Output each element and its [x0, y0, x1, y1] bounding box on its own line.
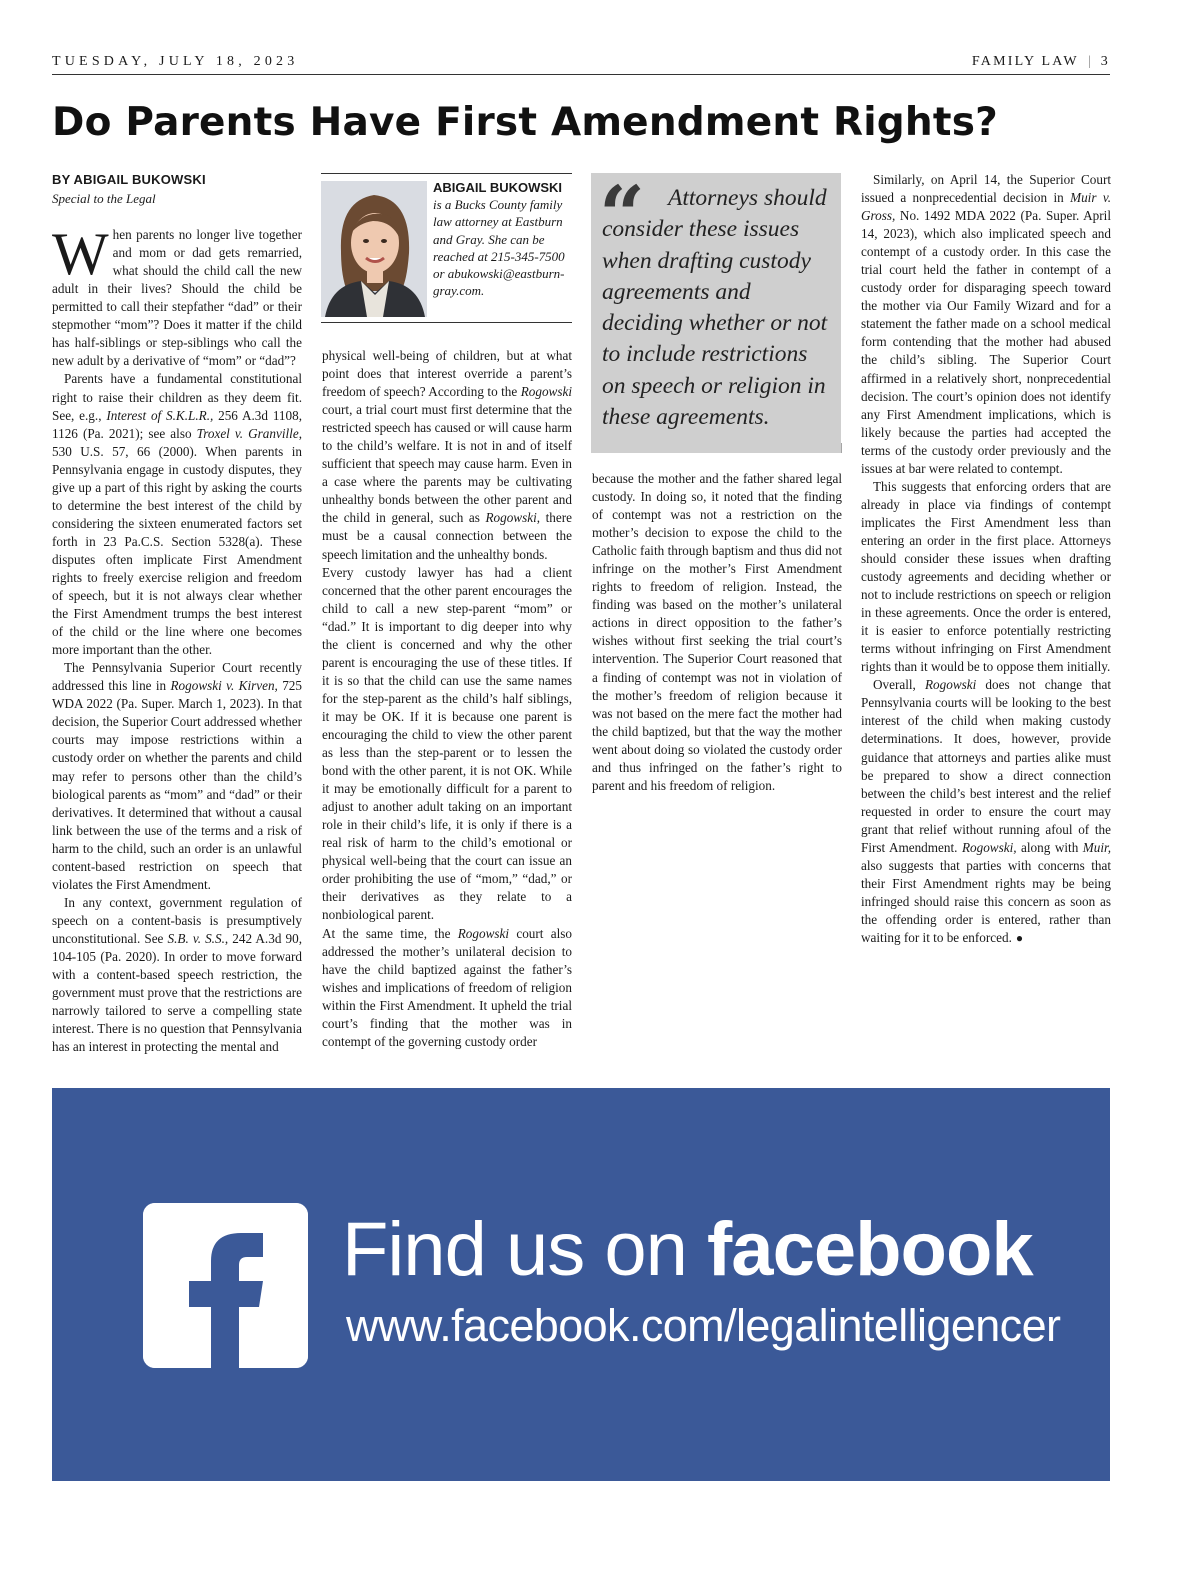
paragraph-text: to — [688, 525, 706, 541]
paragraph-text: The Pennsylvania Superior Court recently addressed this line in — [52, 660, 302, 694]
drop-cap: W — [52, 221, 109, 288]
case-citation: Rogowski, — [961, 839, 1017, 855]
paragraph-text: At the same time, the — [322, 925, 458, 941]
case-citation: Muir, — [1082, 839, 1111, 855]
paragraph-text: Similarly, on April 14, the Superior Court issued a nonprecedential decision in — [861, 172, 1111, 206]
paragraph-text: because — [778, 687, 828, 703]
paragraph-text: Court — [732, 651, 768, 667]
facebook-url-link[interactable]: www.facebook.com/legalintelligencer — [346, 1300, 1061, 1351]
paragraph-text: Parents have a fundamental constitutional right to raise their children as they deem fit. See, e.g., — [52, 371, 302, 423]
paragraph-text: so, — [686, 489, 707, 505]
facebook-f-icon[interactable] — [143, 1203, 308, 1368]
author-portrait-image — [321, 181, 427, 317]
byline-subtitle: Special to the Legal — [52, 191, 156, 207]
paragraph-text: to — [823, 759, 842, 775]
quote-mark-icon: “ — [599, 168, 646, 262]
paragraph-text: does not change that Pennsylvania courts will be looking to the best interest of the child when making custody determinations. It does, however, provide guidance that attorneys and parties alike must be prepared to show a direct connection between the child’s best interest and the relief requested in order to ensure the court may grant that relief without running afoul of the First Amendment. — [861, 677, 1111, 855]
paragraph-text: not — [821, 543, 843, 559]
paragraph-text: physical well-being of children, but at what point does that interest override a parent’s freedom of speech? According to the — [322, 348, 572, 400]
paragraph-text: was — [661, 507, 691, 523]
paragraph-text: the — [817, 579, 842, 595]
paragraph-text: father’s — [742, 759, 791, 775]
paragraph-text: mother — [653, 471, 696, 486]
paragraph-text: on — [697, 759, 719, 775]
section-label — [972, 54, 1110, 70]
paragraph-text: was — [711, 669, 737, 685]
paragraph-text: not — [612, 705, 634, 721]
case-citation: Muir v. Gross, — [861, 190, 1111, 224]
paragraph-text: violated — [699, 741, 746, 757]
article-paragraph-5-continued — [322, 564, 572, 925]
paragraph-text: doing — [651, 489, 687, 505]
article-paragraph-8 — [861, 478, 1111, 677]
paragraph-text: wishes — [592, 633, 628, 649]
paragraph-text: did — [801, 543, 822, 559]
paragraph-text: the — [711, 597, 734, 613]
paragraph-text: of — [641, 669, 658, 685]
pull-quote — [591, 168, 841, 453]
paragraph-text: the — [780, 723, 801, 739]
paragraph-text: it — [706, 489, 719, 505]
paragraph-text: restriction — [731, 507, 795, 523]
author-bio-box — [321, 173, 572, 323]
paragraph-text: religion. — [713, 579, 767, 595]
paragraph-text: actions — [592, 615, 630, 631]
paragraph-text: also suggests that parties with concerns that their First Amendment rights may be being infringed should raise this concern as soon as the offending order is entered, rather than waiting for it to be enforced. — [861, 857, 1111, 945]
paragraph-text: the — [769, 615, 794, 631]
page-number: 3 — [1100, 54, 1110, 69]
paragraph-text: reasoned — [767, 651, 819, 667]
paragraph-text: court’s — [799, 633, 842, 649]
paragraph-text: without — [627, 633, 675, 649]
paragraph-text: decision — [638, 525, 689, 541]
advert-title-light: Find us on — [342, 1207, 707, 1292]
paragraph-text: 725 WDA 2022 (Pa. Super. March 1, 2023). In that decision, the Superior Court addressed whether courts may impose restrictions within a custody order on whether the parents and child may refer to persons other than the child’s biological parents as “mom” and “dad” or their derivatives. It determined that without a causal link between the use of the terms and a risk of harm to the child, such an order is an unlawful content-based restriction on speech that violates the First Amendment. — [52, 678, 302, 892]
article-column-2 — [322, 347, 572, 1051]
paragraph-text: the — [819, 525, 842, 541]
article-paragraph-1 — [52, 221, 302, 370]
paragraph-text: rights — [592, 579, 623, 595]
paragraph-text: through — [664, 543, 709, 559]
paragraph-text: and — [592, 759, 612, 775]
author-photo — [321, 181, 427, 317]
paragraph-text: the — [757, 705, 778, 721]
paragraph-text: not — [736, 669, 759, 685]
case-citation: Interest of S.K.L.R., — [106, 407, 214, 423]
paragraph-text: had — [819, 705, 842, 721]
paragraph-text: seeking — [702, 633, 750, 649]
paragraph-text: of — [713, 777, 728, 793]
paragraph-text: the — [684, 705, 705, 721]
paragraph-text: the — [777, 489, 799, 505]
paragraph-text: custody — [765, 741, 811, 757]
article-headline: Do Parents Have First Amendment Rights? — [52, 100, 998, 145]
author-description: is a Bucks County family law attorney at Eastburn and Gray. She can be reached at 215-345-7500 or abukowski@eastburn-gray.com. — [433, 197, 565, 299]
case-citation: Rogowski — [457, 925, 510, 941]
paragraph-text: on — [794, 507, 817, 523]
paragraph-text: so — [684, 741, 700, 757]
paragraph-text: based — [656, 597, 693, 613]
paragraph-text: finding — [592, 597, 631, 613]
paragraph-text: to — [622, 579, 642, 595]
paragraph-text: the — [816, 507, 842, 523]
paragraph-text: finding — [798, 489, 842, 505]
paragraph-text: of — [592, 507, 603, 523]
paragraph-text: was — [630, 597, 657, 613]
paragraph-text: child — [608, 723, 639, 739]
paragraph-text: fact — [734, 705, 758, 721]
paragraph-text: because — [592, 471, 634, 486]
paragraph-text: thus — [611, 759, 642, 775]
paragraph-text: the — [748, 525, 771, 541]
paragraph-text: doing — [650, 741, 685, 757]
paragraph-text: , there must be a causal connection between the speech limitation and the unhealthy bonds. — [322, 510, 572, 562]
paragraph-text: legal — [812, 471, 842, 486]
case-citation: Rogowski v. Kirven, — [170, 678, 278, 694]
paragraph-text: parent — [592, 777, 625, 793]
pull-quote-body: Attorneys should consider these issues when drafting custody agreements and deciding whether or not to include restrictions on speech or religion in these agreements. — [602, 185, 828, 431]
byline-author: BY ABIGAIL BUKOWSKI — [52, 172, 206, 187]
paragraph-text: expose — [705, 525, 749, 541]
paragraph-text: shared — [773, 471, 813, 486]
paragraph-text: infringed — [641, 759, 698, 775]
paragraph-text: and — [753, 543, 777, 559]
paragraph-text: direct — [648, 615, 687, 631]
paragraph-text: the — [592, 687, 609, 703]
paragraph-text: thus — [776, 543, 802, 559]
paragraph-text: the — [745, 741, 766, 757]
paragraph-text: baptism — [708, 543, 754, 559]
paragraph-text: that — [753, 489, 778, 505]
paragraph-text: order — [810, 741, 842, 757]
paragraph-text: the — [655, 561, 681, 577]
article-paragraph-4 — [52, 894, 302, 1056]
paragraph-text: went — [592, 741, 618, 757]
paragraph-text: about — [617, 741, 651, 757]
paragraph-text: the — [734, 723, 755, 739]
paragraph-text: but — [690, 723, 712, 739]
paragraph-text: in — [629, 615, 648, 631]
paragraph-text: that — [711, 723, 735, 739]
article-paragraph-6-continued-continued — [592, 470, 842, 795]
paragraph-text: mother’s — [608, 687, 662, 703]
paragraph-text: in — [758, 669, 774, 685]
paragraph-text: finding — [597, 669, 642, 685]
paragraph-text: Overall, — [873, 677, 925, 693]
paragraph-text: on — [633, 561, 656, 577]
paragraph-text: along with — [1016, 839, 1083, 855]
paragraph-text: The — [659, 651, 684, 667]
header-separator: | — [1088, 54, 1092, 69]
paragraph-text: way — [754, 723, 781, 739]
paragraph-text: intervention. — [592, 651, 660, 667]
paragraph-text: the — [592, 723, 609, 739]
paragraph-text: not — [690, 507, 717, 523]
article-column-1 — [52, 171, 302, 1056]
paragraph-text: father’s — [793, 615, 842, 631]
page-header — [52, 52, 1110, 75]
paragraph-text: and — [624, 777, 648, 793]
pull-quote-text — [602, 183, 834, 433]
paragraph-text: baptized, — [638, 723, 691, 739]
paragraph-text: the — [718, 471, 739, 486]
paragraph-text: on — [667, 705, 685, 721]
paragraph-text: court also addressed the mother’s unilateral decision to have the child baptized against the father’s wishes and implications of freedom of religion within the First Amendment. It upheld the trial court’s finding that the mother was in contempt of the governing custody order — [322, 925, 572, 1049]
article-paragraph-2 — [52, 370, 302, 659]
paragraph-text: father — [738, 471, 774, 486]
paragraph-text: opposition — [686, 615, 751, 631]
paragraph-text: trial — [771, 633, 800, 649]
paragraph-text: 256 A.3d 1108, 1126 (Pa. 2021); see also — [52, 407, 302, 441]
paragraph-text: first — [674, 633, 703, 649]
paragraph-text: mother — [777, 705, 820, 721]
paragraph-text: religion. — [727, 777, 776, 793]
paragraph-text: the — [749, 633, 772, 649]
paragraph-text: child — [770, 525, 804, 541]
paragraph-text: court, a trial court must first determine that the restricted speech has caused or will cause harm to the child’s welfare. It is not in and of itself sufficient that speech may cause harm. Even in a case where the parents may be cultivating unhealthy bonds between the other parent and the child in general, such as — [322, 402, 572, 526]
case-citation: Troxel v. Granville — [196, 425, 299, 441]
paragraph-text: that — [818, 651, 842, 667]
paragraph-text: contempt — [603, 507, 662, 523]
paragraph-text: infringe — [592, 561, 634, 577]
paragraph-text: of — [825, 669, 842, 685]
article-paragraph-7 — [861, 171, 1111, 478]
paragraph-text: freedom — [661, 687, 713, 703]
paragraph-text: No. 1492 MDA 2022 (Pa. Super. April 14, 2023), which also implicated speech and contempt of a custody order. In this case the trial court held the father in contempt of a custody order for disparaging speech toward the mother via Our Family Wizard and for a statement the father made on a school medical form contending that the mother had abused the child’s sibling. The Superior Court affirmed in a relatively short, nonprecedential decision. The court’s opinion does not identify any First Amendment implications, which is likely because the parties had accepted the terms of the custody order previously and the issues at bar were related to contempt. — [861, 208, 1111, 476]
article-column-3 — [592, 470, 842, 795]
paragraph-text: First — [735, 561, 769, 577]
paragraph-text: based — [633, 705, 668, 721]
paragraph-text: violation — [773, 669, 826, 685]
paragraph-text: faith — [636, 543, 665, 559]
paragraph-text: hen parents no longer live together and mom or dad gets remarried, what should the child call the new adult in their lives? Should the child be permitted to call their stepfather “dad” or their stepmother “mom”? Does it matter if the child has half-siblings or step-siblings who call the new adult by a derivative of “mom” or “dad”? — [52, 227, 302, 369]
paragraph-text: unilateral — [786, 597, 843, 613]
paragraph-text: the — [718, 759, 743, 775]
paragraph-text: Superior — [683, 651, 733, 667]
facebook-advert-banner[interactable] — [52, 1088, 1110, 1481]
paragraph-text: of — [712, 687, 731, 703]
paragraph-text: was — [592, 705, 613, 721]
paragraph-text: , 242 A.3d 90, 104-105 (Pa. 2020). In order to move forward with a content-based speech restriction, the government must prove that the restrictions are narrowly tailored to serve a compelling state interest. There is no question that Pennsylvania has an interest in protecting the mental and — [52, 930, 302, 1055]
paragraph-text: Instead, — [766, 579, 818, 595]
paragraph-text: freedom — [641, 579, 694, 595]
paragraph-text: religion — [730, 687, 779, 703]
paragraph-text: This suggests that enforcing orders that are already in place via findings of contempt implicates the First Amendment less than entering an order in the first place. Attorneys should consider these issues when drafting custody agreements and deciding whether or not to include restrictions on speech or religion in these agreements. Once the order is entered, it is easier to enforce potentially restricting terms without infringing on First Amendment rights than it would be to oppose them initially. — [861, 478, 1111, 675]
facebook-logo-graphic — [143, 1203, 308, 1368]
article-paragraph-9 — [861, 676, 1111, 947]
paragraph-text: and — [695, 471, 719, 486]
end-of-article-mark: ● — [1015, 930, 1024, 945]
case-citation: S.B. v. S.S. — [167, 930, 225, 946]
paragraph-text: Amendment — [768, 561, 843, 577]
paragraph-text: to — [803, 525, 820, 541]
paragraph-text: In — [635, 489, 652, 505]
paragraph-text: it — [827, 687, 843, 703]
paragraph-text: a — [592, 669, 598, 685]
case-citation: Rogowski — [485, 510, 537, 526]
paragraph-text: , 530 U.S. 57, 66 (2000). When parents in Pennsylvania engage in custody disputes, they give up a part of this right by asking the courts to determine the best interest of the child by considering the sixteen enumerated factors set forth in 23 Pa.C.S. Section 5328(a). These disputes often implicate First Amendment rights to freely exercise religion and freedom of speech, but it is not always clear whether the First Amendment trumps the best interest of the child or the line where one becomes more important than the other. — [52, 425, 302, 658]
paragraph-text: on — [692, 597, 712, 613]
paragraph-text: mother’s — [680, 561, 736, 577]
paragraph-text: right — [790, 759, 824, 775]
section-name: FAMILY LAW — [971, 54, 1079, 69]
article-paragraph-4-continued — [322, 347, 572, 564]
paragraph-text: custody. — [592, 489, 636, 505]
author-name: ABIGAIL BUKOWSKI — [433, 180, 563, 195]
article-column-4 — [861, 171, 1111, 947]
author-bio-text — [433, 179, 573, 299]
paragraph-text: mother’s — [592, 525, 639, 541]
paragraph-text: noted — [718, 489, 754, 505]
article-paragraph-6-continued — [322, 925, 572, 1051]
paragraph-text: Catholic — [592, 543, 637, 559]
case-citation: Rogowski — [520, 384, 572, 400]
facebook-advert-title — [342, 1205, 1033, 1295]
issue-date: TUESDAY, JULY 18, 2023 — [52, 54, 299, 69]
paragraph-text: Every custody lawyer has had a client concerned that the other parent encourages the child to call a new step-parent “mom” or “dad.” It is important to dig deeper into why the client is concerned and why the other parent is encouraging the use of these titles. If it is so that the child can use the same names for the step-parent as the child’s half siblings, it may be OK. If it is because one parent is encouraging the child to view the other parent as less than the step-parent or to lessen the bond with the other parent, it is not OK. While it may be emotionally difficult for a parent to adjust to another adult taking on an important role in their child’s life, it is only if there is a real risk of harm to the child’s emotional or physical well-being that the court can issue an order prohibiting the use of “mom,” “dad,” or their derivatives as they relate to a nonbiological parent. — [322, 564, 572, 923]
paragraph-text: mere — [704, 705, 735, 721]
paragraph-text: a — [716, 507, 732, 523]
paragraph-text: freedom — [665, 777, 714, 793]
paragraph-text: mother — [800, 723, 842, 739]
paragraph-text: contempt — [657, 669, 712, 685]
advert-title-bold: facebook — [707, 1207, 1033, 1292]
paragraph-text: to — [750, 615, 770, 631]
paragraph-text: mother’s — [733, 597, 787, 613]
case-citation: Rogowski — [924, 677, 977, 693]
paragraph-text: In any context, government regulation of speech on a content-basis is presumptively unconstitutional. See — [52, 894, 302, 946]
paragraph-text: the — [633, 471, 654, 486]
paragraph-text: of — [693, 579, 714, 595]
paragraph-text: his — [647, 777, 666, 793]
article-paragraph-3 — [52, 659, 302, 894]
